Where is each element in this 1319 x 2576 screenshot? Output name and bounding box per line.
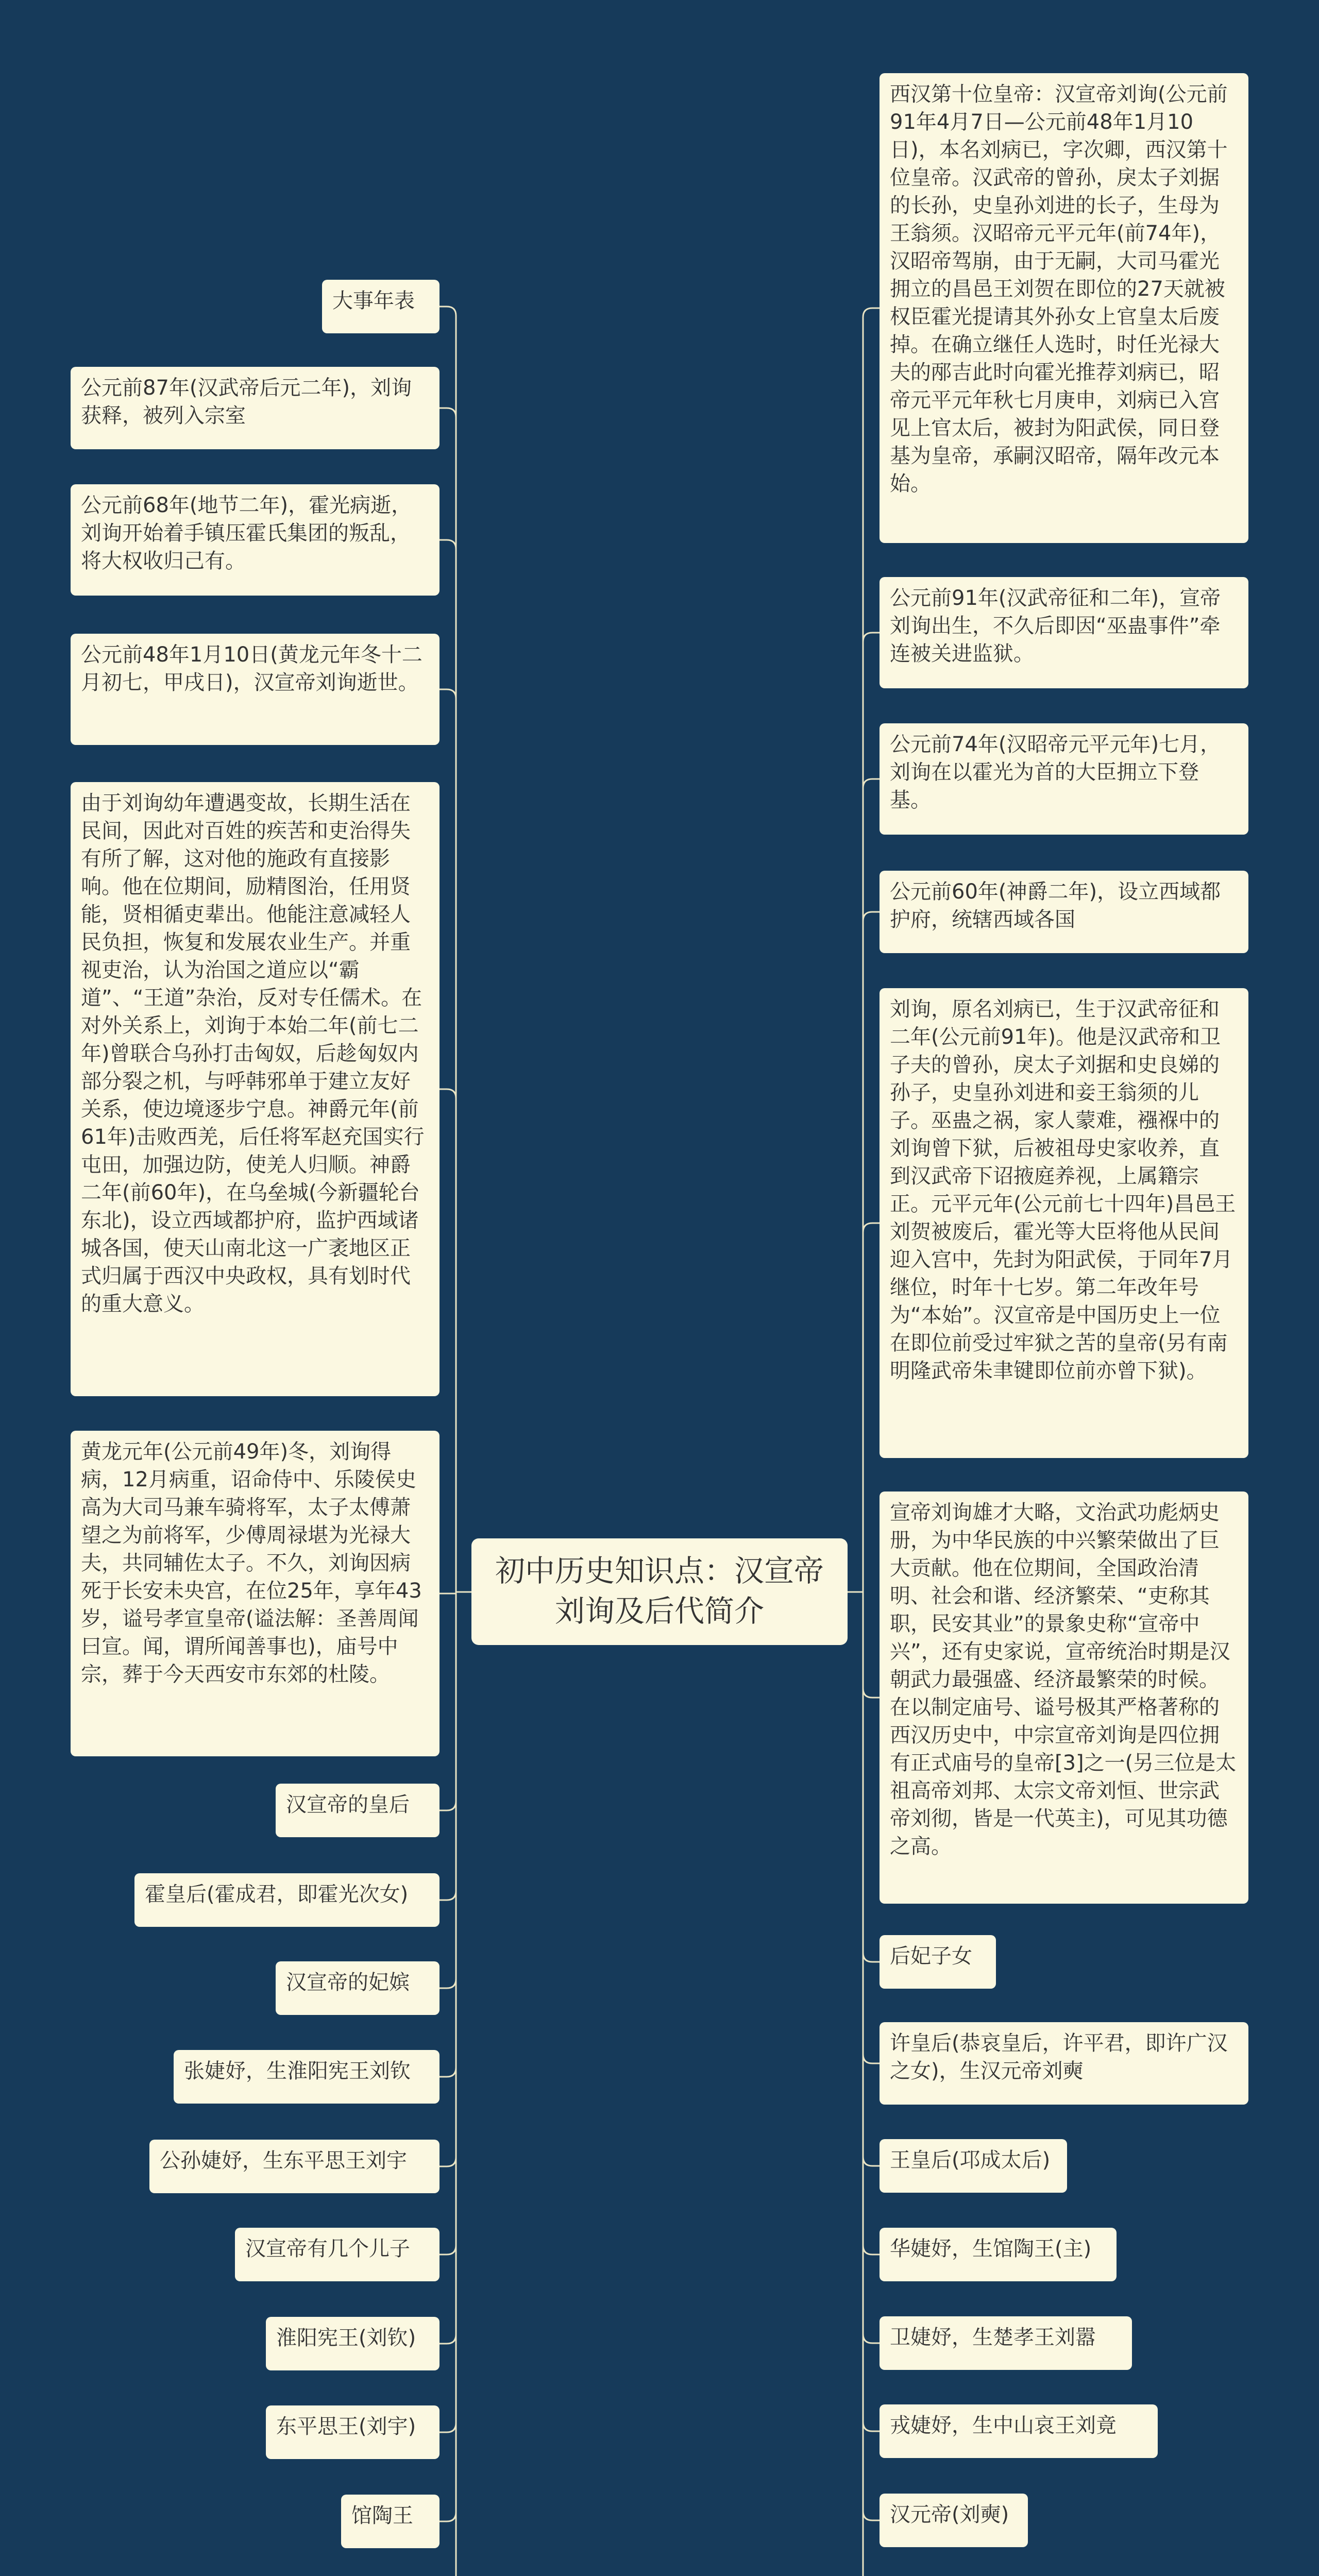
- connector-R0: [863, 308, 880, 1592]
- connector-R7: [863, 1592, 880, 2063]
- connector-R12: [863, 1592, 880, 2520]
- left-node-death[interactable]: 黄龙元年(公元前49年)冬，刘询得病，12月病重，诏命侍中、乐陵侯史高为大司马兼车骑将军，太子太傅萧望之为前将军，少傅周禄堪为光禄大夫，共同辅佐太子。不久，刘询因病死于长安未央宫，在位25年，享年43岁，谥号孝宣皇帝(谥法解：圣善周闻曰宣。闻，谓所闻善事也)，庙号中宗，葬于今天西安市东郊的杜陵。: [71, 1431, 439, 1756]
- connector-L2: [439, 540, 456, 1592]
- connector-L7: [439, 1592, 456, 1900]
- connector-R3: [863, 912, 880, 1592]
- connector-R1: [863, 633, 880, 1592]
- left-node-timeline-heading[interactable]: 大事年表: [322, 280, 439, 333]
- connector-R4: [863, 1223, 880, 1592]
- right-node-empress-xu[interactable]: 许皇后(恭哀皇后，许平君，即许广汉之女)，生汉元帝刘奭: [880, 2022, 1248, 2105]
- connector-L4: [439, 1089, 456, 1592]
- connector-L3: [439, 689, 456, 1592]
- right-node-family-heading[interactable]: 后妃子女: [880, 1935, 996, 1989]
- left-node-48bc[interactable]: 公元前48年1月10日(黄龙元年冬十二月初七，甲戌日)，汉宣帝刘询逝世。: [71, 634, 439, 745]
- connector-L6: [439, 1592, 456, 1810]
- root-topic[interactable]: [471, 1538, 848, 1645]
- connector-L10: [439, 1592, 456, 2166]
- connector-L12: [439, 1592, 456, 2344]
- left-node-son-liu-qin[interactable]: 淮阳宪王(刘钦): [266, 2317, 439, 2370]
- left-node-sons-heading[interactable]: 汉宣帝有几个儿子: [235, 2228, 439, 2281]
- connector-L15: [439, 1592, 456, 2576]
- connector-L0: [439, 307, 456, 1592]
- connector-L17: [439, 1592, 456, 2576]
- left-node-consort-zhang[interactable]: 张婕妤，生淮阳宪王刘钦: [174, 2050, 439, 2104]
- left-node-empress-huo[interactable]: 霍皇后(霍成君，即霍光次女): [134, 1873, 439, 1927]
- connector-L9: [439, 1592, 456, 2077]
- connector-L13: [439, 1592, 456, 2432]
- left-node-68bc[interactable]: 公元前68年(地节二年)，霍光病逝，刘询开始着手镇压霍氏集团的叛乱，将大权收归己有。: [71, 484, 439, 596]
- connector-R10: [863, 1592, 880, 2343]
- connector-R8: [863, 1592, 880, 2166]
- connector-L16: [439, 1592, 456, 2576]
- right-node-74bc[interactable]: 公元前74年(汉昭帝元平元年)七月，刘询在以霍光为首的大臣拥立下登基。: [880, 723, 1248, 835]
- connector-R2: [863, 779, 880, 1592]
- right-node-early-life[interactable]: 刘询，原名刘病已，生于汉武帝征和二年(公元前91年)。他是汉武帝和卫子夫的曾孙，戾太子刘据和史良娣的孙子，史皇孙刘进和妾王翁须的儿子。巫蛊之祸，家人蒙难，襁褓中的刘询曾下狱，后被祖母史家收养，直到汉武帝下诏掖庭养视，上属籍宗正。元平元年(公元前七十四年)昌邑王刘贺被废后，霍光等大臣将他从民间迎入宫中，先封为阳武侯，于同年7月继位，时年十七岁。第二年改年号为“本始”。汉宣帝是中国历史上一位在即位前受过牢狱之苦的皇帝(另有南明隆武帝朱聿键即位前亦曾下狱)。: [880, 988, 1248, 1458]
- left-node-son-liu-yu[interactable]: 东平思王(刘宇): [266, 2405, 439, 2459]
- left-node-consorts-heading[interactable]: 汉宣帝的妃嫔: [276, 1961, 439, 2015]
- right-node-emperor-yuan[interactable]: 汉元帝(刘奭): [880, 2494, 1028, 2547]
- connector-R5: [863, 1592, 880, 1698]
- right-node-empress-wang[interactable]: 王皇后(邛成太后): [880, 2139, 1067, 2193]
- connector-L1: [439, 408, 456, 1592]
- root-title: 初中历史知识点：汉宣帝刘询及后代简介: [495, 1553, 824, 1629]
- left-node-87bc[interactable]: 公元前87年(汉武帝后元二年)，刘询获释，被列入宗室: [71, 367, 439, 449]
- connector-L14: [439, 1592, 456, 2521]
- left-node-reign-policies[interactable]: 由于刘询幼年遭遇变故，长期生活在民间，因此对百姓的疾苦和吏治得失有所了解，这对他的施政有直接影响。他在位期间，励精图治，任用贤能，贤相循吏辈出。他能注意减轻人民负担，恢复和发展农业生产。并重视吏治，认为治国之道应以“霸道”、“王道”杂治，反对专任儒术。在对外关系上，刘询于本始二年(前七二年)曾联合乌孙打击匈奴，后趁匈奴内部分裂之机，与呼韩邪单于建立友好关系，使边境逐步宁息。神爵元年(前61年)击败西羌，后任将军赵充国实行屯田，加强边防，使羌人归顺。神爵二年(前60年)，在乌垒城(今新疆轮台东北)，设立西域都护府，监护西域诸城各国，使天山南北这一广袤地区正式归属于西汉中央政权，具有划时代的重大意义。: [71, 782, 439, 1396]
- left-node-guantao-king[interactable]: 馆陶王: [341, 2495, 439, 2548]
- connector-L5: [439, 1592, 456, 1594]
- right-node-achievements[interactable]: 宣帝刘询雄才大略，文治武功彪炳史册，为中华民族的中兴繁荣做出了巨大贡献。他在位期间，全国政治清明、社会和谐、经济繁荣、“吏称其职，民安其业”的景象史称“宣帝中兴”，还有史家说，宣帝统治时期是汉朝武力最强盛、经济最繁荣的时候。在以制定庙号、谥号极其严格著称的西汉历史中，中宗宣帝刘询是四位拥有正式庙号的皇帝[3]之一(另三位是太祖高帝刘邦、太宗文帝刘恒、世宗武帝刘彻，皆是一代英主)，可见其功德之高。: [880, 1492, 1248, 1904]
- connector-L11: [439, 1592, 456, 2255]
- right-node-biography[interactable]: 西汉第十位皇帝：汉宣帝刘询(公元前91年4月7日—公元前48年1月10日)，本名刘病已，字次卿，西汉第十位皇帝。汉武帝的曾孙，戾太子刘据的长孙，史皇孙刘进的长子，生母为王翁须。汉昭帝元平元年(前74年)，汉昭帝驾崩，由于无嗣，大司马霍光拥立的昌邑王刘贺在即位的27天就被权臣霍光提请其外孙女上官皇太后废掉。在确立继任人选时，时任光禄大夫的邴吉此时向霍光推荐刘病已，昭帝元平元年秋七月庚申，刘病已入宫见上官太后，被封为阳武侯，同日登基为皇帝，承嗣汉昭帝，隔年改元本始。: [880, 73, 1248, 543]
- right-node-consort-wei[interactable]: 卫婕妤，生楚孝王刘嚣: [880, 2316, 1132, 2370]
- right-node-60bc[interactable]: 公元前60年(神爵二年)，设立西域都护府，统辖西域各国: [880, 871, 1248, 953]
- right-node-consort-hua[interactable]: 华婕妤，生馆陶王(主): [880, 2228, 1117, 2281]
- connector-R9: [863, 1592, 880, 2255]
- left-node-consort-gongsun[interactable]: 公孙婕妤，生东平思王刘宇: [149, 2140, 439, 2193]
- left-node-empresses-heading[interactable]: 汉宣帝的皇后: [276, 1784, 439, 1837]
- connector-R6: [863, 1592, 880, 1962]
- connector-L8: [439, 1592, 456, 1988]
- connector-R11: [863, 1592, 880, 2431]
- right-node-91bc[interactable]: 公元前91年(汉武帝征和二年)，宣帝刘询出生，不久后即因“巫蛊事件”牵连被关进监狱。: [880, 577, 1248, 688]
- right-node-consort-rong[interactable]: 戎婕妤，生中山哀王刘竟: [880, 2404, 1158, 2458]
